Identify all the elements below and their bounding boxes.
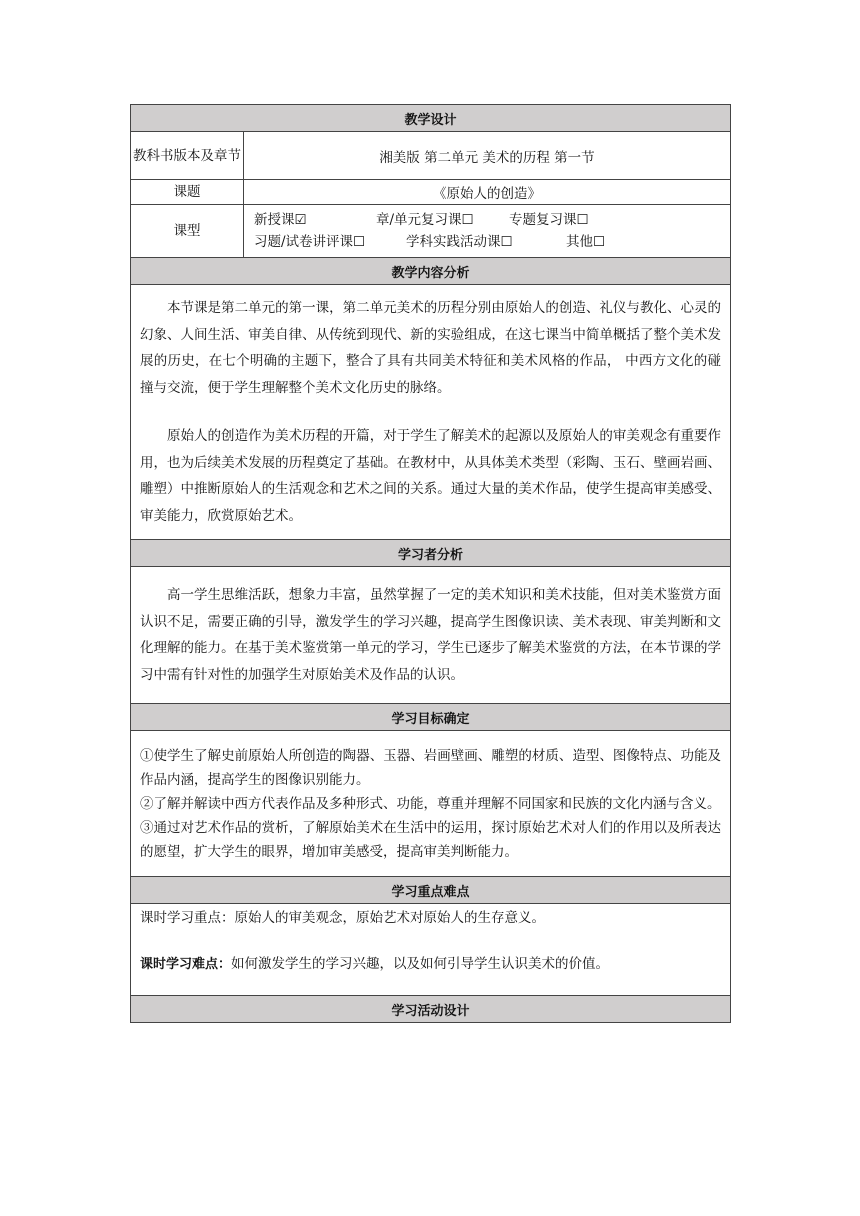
option-unit-review: 章/单元复习课☐: [376, 212, 474, 228]
content-analysis-heading: 教学内容分析: [131, 258, 731, 285]
topic-label: 课题: [131, 180, 244, 205]
focus-label: 课时学习重点：: [140, 910, 235, 926]
difficulty-line: [140, 952, 721, 977]
textbook-value: 湘美版 第二单元 美术的历程 第一节: [244, 132, 731, 180]
textbook-label: 教科书版本及章节: [131, 132, 244, 180]
option-exercise-review: 习题/试卷讲评课☐: [254, 234, 366, 250]
option-other: 其他☐: [566, 234, 606, 250]
objective-item-2: ②了解并解读中西方代表作品及多种形式、功能，尊重并理解不同国家和民族的文化内涵与含义。: [140, 795, 721, 812]
objectives-body: [131, 731, 731, 877]
type-options-line-1: [254, 209, 720, 231]
focus-text: 原始人的审美观念，原始艺术对原始人的生存意义。: [234, 910, 545, 926]
content-paragraph-1: 本节课是第二单元的第一课，第二单元美术的历程分别由原始人的创造、礼仪与教化、心灵的幻象、人间生活、审美自律、从传统到现代、新的实验组成，在这七课当中简单概括了整个美术发展的历史，在七个明确的主题下，整合了具有共同美术特征和美术风格的作品， 中西方文化的碰撞与交流，便于学生理解整个美术文化历史的脉络。: [140, 300, 722, 396]
objectives-heading: 学习目标确定: [131, 704, 731, 731]
content-analysis-body: [131, 285, 731, 540]
learner-analysis-heading: 学习者分析: [131, 540, 731, 567]
objective-item-3: ③通过对艺术作品的赏析，了解原始美术在生活中的运用，探讨原始艺术对人们的作用以及所表达的愿望，扩大学生的眼界，增加审美感受，提高审美判断能力。: [140, 819, 722, 860]
type-options-line-2: [254, 231, 720, 253]
objective-item-1: ①使学生了解史前原始人所创造的陶器、玉器、岩画壁画、雕塑的材质、造型、图像特点、功能及作品内涵，提高学生的图像识别能力。: [140, 747, 722, 788]
option-new-lesson: 新授课☑: [254, 212, 307, 228]
key-points-heading: 学习重点难点: [131, 877, 731, 904]
difficulty-text: 如何激发学生的学习兴趣，以及如何引导学生认识美术的价值。: [231, 956, 610, 972]
topic-value: 《原始人的创造》: [244, 180, 731, 205]
content-paragraph-2: 原始人的创造作为美术历程的开篇，对于学生了解美术的起源以及原始人的审美观念有重要作用，也为后续美术发展的历程奠定了基础。在教材中，从具体美术类型（彩陶、玉石、壁画岩画、雕塑）中推断原始人的生活观念和艺术之间的关系。通过大量的美术作品，使学生提高审美感受、审美能力，欣赏原始艺术。: [140, 428, 722, 524]
activity-heading: 学习活动设计: [131, 996, 731, 1023]
option-topic-review: 专题复习课☐: [509, 212, 589, 228]
focus-line: [140, 906, 721, 930]
key-points-body: [131, 904, 731, 996]
learner-paragraph: 高一学生思维活跃，想象力丰富，虽然掌握了一定的美术知识和美术技能，但对美术鉴赏方面认识不足，需要正确的引导，激发学生的学习兴趣，提高学生图像识读、美术表现、审美判断和文化理解的能力。在基于美术鉴赏第一单元的学习，学生已逐步了解美术鉴赏的方法，在本节课的学习中需有针对性的加强学生对原始美术及作品的认识。: [140, 587, 722, 683]
difficulty-label: 课时学习难点：: [140, 957, 232, 972]
type-options: [244, 205, 731, 258]
lesson-plan-table: [130, 104, 731, 1023]
option-practice-activity: 学科实践活动课☐: [406, 234, 513, 250]
type-label: 课型: [131, 205, 244, 258]
document-title: 教学设计: [131, 105, 731, 132]
learner-analysis-body: [131, 567, 731, 704]
